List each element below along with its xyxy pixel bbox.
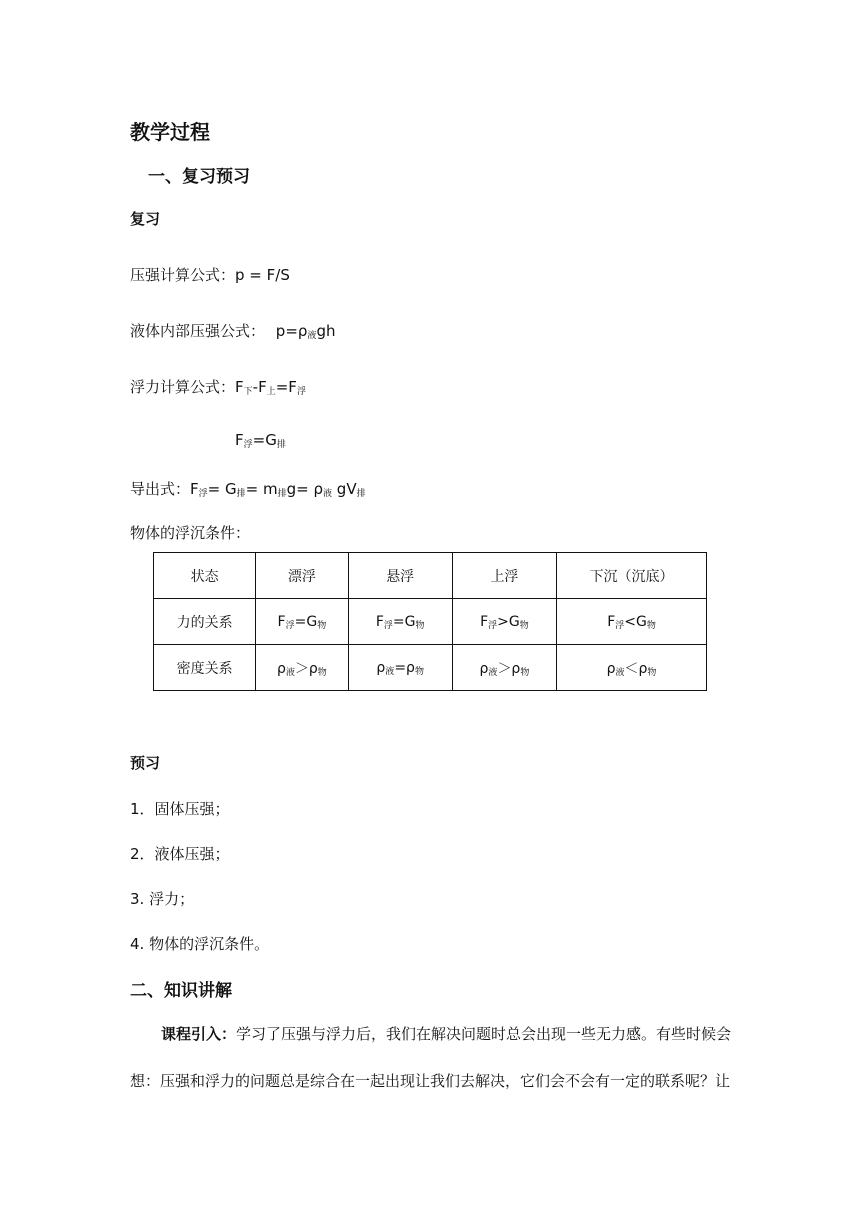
review-heading: 复习 <box>130 210 161 228</box>
table-row <box>154 599 707 645</box>
liquid-pressure-formula-line <box>130 320 335 341</box>
preview-heading: 预习 <box>130 754 161 772</box>
buoy-eq: =F <box>275 378 297 396</box>
buoy-mid: -F <box>252 378 267 396</box>
table-header-cell: 悬浮 <box>348 553 452 599</box>
derived-sub: 浮 <box>198 489 208 499</box>
buoyancy-formula-label: 浮力计算公式： <box>130 378 236 396</box>
buoy-sub-down: 下 <box>243 387 253 397</box>
buoy-sub-float: 浮 <box>296 387 306 397</box>
table-row-label: 力的关系 <box>154 599 256 645</box>
intro-paragraph-line-2: 想：压强和浮力的问题总是综合在一起出现让我们去解决，它们会不会有一定的联系呢？让 <box>130 1072 731 1090</box>
page-title: 教学过程 <box>130 120 210 144</box>
pressure-formula-label: 压强计算公式： <box>130 266 236 284</box>
arch-sub-float: 浮 <box>243 440 253 450</box>
archimedes-formula-line <box>235 431 286 449</box>
derived-part: F <box>190 480 199 498</box>
table-cell: $F_浮<G_物$ <box>557 599 707 645</box>
section-heading-knowledge: 二、知识讲解 <box>130 981 232 1001</box>
pressure-formula: p = F/S <box>235 266 290 284</box>
table-header-cell: 上浮 <box>452 553 556 599</box>
arch-eq: =G <box>252 431 277 449</box>
table-row-label: 密度关系 <box>154 645 256 691</box>
derived-sub: 排 <box>356 489 366 499</box>
table-cell: $\rho_液<\rho_物$ <box>557 645 707 691</box>
table-header-cell: 下沉（沉底） <box>557 553 707 599</box>
preview-item: 2．液体压强； <box>130 845 230 863</box>
table-cell: $\rho_液=\rho_物$ <box>348 645 452 691</box>
liquid-pressure-p: p=ρ <box>275 322 308 340</box>
table-cell: $\rho_液>\rho_物$ <box>256 645 348 691</box>
preview-item: 1．固体压强； <box>130 800 230 818</box>
buoy-f1: F <box>235 378 244 396</box>
table-header-cell: 状态 <box>154 553 256 599</box>
intro-paragraph-line-1 <box>161 1023 731 1044</box>
derived-part: = m <box>245 480 278 498</box>
liquid-pressure-label: 液体内部压强公式： <box>130 322 266 340</box>
arch-f: F <box>235 431 244 449</box>
table-cell: $\rho_液>\rho_物$ <box>452 645 556 691</box>
intro-text-1: 学习了压强与浮力后，我们在解决问题时总会出现一些无力感。有些时候会 <box>236 1025 732 1043</box>
derived-formula-line <box>130 478 366 499</box>
table-cell: $F_浮=G_物$ <box>256 599 348 645</box>
derived-sub: 排 <box>277 489 287 499</box>
table-cell: $F_浮=G_物$ <box>348 599 452 645</box>
preview-item: 4. 物体的浮沉条件。 <box>130 935 270 953</box>
table-cell: $F_浮>G_物$ <box>452 599 556 645</box>
table-row <box>154 645 707 691</box>
buoyancy-formula-line <box>130 376 306 397</box>
float-sink-conditions-label: 物体的浮沉条件： <box>130 524 251 542</box>
intro-label: 课程引入： <box>161 1025 237 1043</box>
liquid-pressure-tail: gh <box>316 322 336 340</box>
section-heading-review-preview: 一、复习预习 <box>148 167 250 187</box>
arch-sub-displaced: 排 <box>276 440 286 450</box>
derived-part: g= ρ <box>286 480 324 498</box>
pressure-formula-line <box>130 264 290 285</box>
derived-sub: 液 <box>323 489 333 499</box>
buoy-sub-up: 上 <box>266 387 276 397</box>
derived-part: = G <box>207 480 237 498</box>
table-header-cell: 漂浮 <box>256 553 348 599</box>
liquid-sub: 液 <box>307 331 317 341</box>
derived-sub: 排 <box>236 489 246 499</box>
derived-formula-label: 导出式： <box>130 480 191 498</box>
table-row <box>154 553 707 599</box>
derived-part: gV <box>332 480 357 498</box>
float-sink-table <box>153 552 707 691</box>
preview-item: 3. 浮力； <box>130 890 195 908</box>
